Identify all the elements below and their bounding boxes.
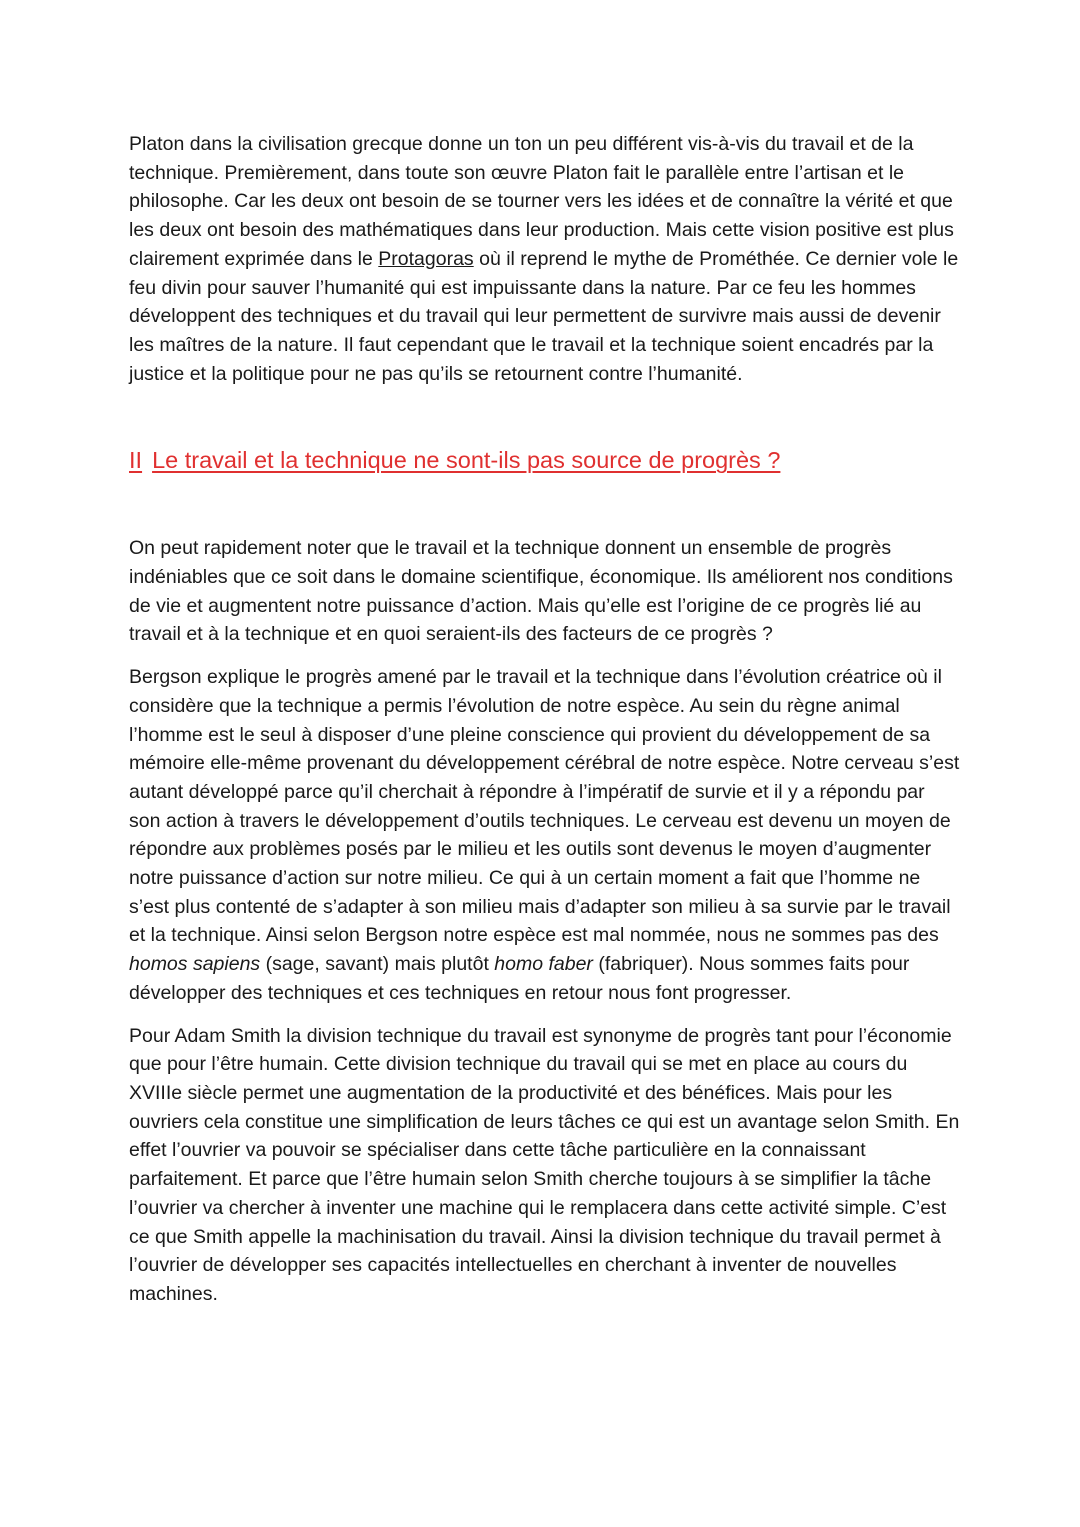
paragraph-platon-text-a: Platon dans la civilisation grecque donne un ton un peu différent vis-à-vis du travail et de la technique. Premièrement, dans toute son œuvre Platon fait le parallèle entre l’artisan et le philosophe. Car les deux ont besoin de se tourner vers les idées et de connaître la vérité et que les deux ont besoin des mathématiques dans leur production. Mais cette vision positive est plus clairement exprimée dans le [129,133,954,270]
paragraph-bergson [129,663,960,1007]
protagoras-reference: Protagoras [378,247,474,270]
paragraph-platon [129,130,960,388]
paragraph-adam-smith: Pour Adam Smith la division technique du travail est synonyme de progrès tant pour l’économie que pour l’être humain. Cette division technique du travail qui se met en place au cours du XVIIIe siècle permet une augmentation de la productivité et des bénéfices. Mais pour les ouvriers cela constitue une simplification de leurs tâches ce qui est un avantage selon Smith. En effet l’ouvrier va pouvoir se spécialiser dans cette tâche particulière en la connaissant parfaitement. Et parce que l’être humain selon Smith cherche toujours à se simplifier la tâche l’ouvrier va chercher à inventer une machine qui le remplacera dans cette activité simple. C’est ce que Smith appelle la machinisation du travail. Ainsi la division technique du travail permet à l’ouvrier de développer ses capacités intellectuelles en cherchant à inventer de nouvelles machines. [129,1024,960,1305]
paragraph-platon-text-b: où il reprend le mythe de Prométhée. Ce dernier vole le feu divin pour sauver l’humanité qui est impuissante dans la nature. Par ce feu les hommes développent des techniques et du travail qui leur permettent de survivre mais aussi de devenir les maîtres de la nature. Il faut cependant que le travail et la technique soient encadrés par la justice et la politique pour ne pas qu’ils se retournent contre l’humanité. [129,247,959,385]
section-heading-ii [129,445,960,475]
homos-sapiens-term: homos sapiens [129,953,261,976]
paragraph-bergson-text-a: Bergson explique le progrès amené par le travail et la technique dans l’évolution créatrice où il considère que la technique a permis l’évolution de notre espèce. Au sein du règne animal l’homme est le seul à disposer d’une pleine conscience qui provient du développement de sa mémoire elle-même provenant du développement cérébral de notre espèce. Notre cerveau s’est autant développé parce qu’il cherchait à répondre à l’impératif de survie et il y a répondu par son action à travers le développement d’outils techniques. Le cerveau est devenu un moyen de répondre aux problèmes posés par le milieu et les outils sont devenus le moyen d’augmenter notre puissance d’action sur notre milieu. Ce qui à un certain moment a fait que l’homme ne s’est plus contenté de s’adapter à son milieu mais d’adapter son milieu à sa survie par le travail et la technique. Ainsi selon Bergson notre espèce est mal nommée, nous ne sommes pas des [129,666,960,947]
homo-faber-term: homo faber [494,953,593,976]
paragraph-bergson-text-c: (fabriquer). Nous sommes faits pour développer des techniques et ces techniques en retour nous font progresser. [129,953,910,1004]
paragraph-intro-progres: On peut rapidement noter que le travail et la technique donnent un ensemble de progrès indéniables que ce soit dans le domaine scientifique, économique. Ils améliorent nos conditions de vie et augmentent notre puissance d’action. Mais qu’elle est l’origine de ce progrès lié au travail et à la technique et en quoi seraient-ils des facteurs de ce progrès ? [129,537,953,646]
section-title: Le travail et la technique ne sont-ils pas source de progrès ? [152,447,781,474]
paragraph-bergson-text-b: (sage, savant) mais plutôt [260,953,495,976]
section-number: II [129,447,143,474]
